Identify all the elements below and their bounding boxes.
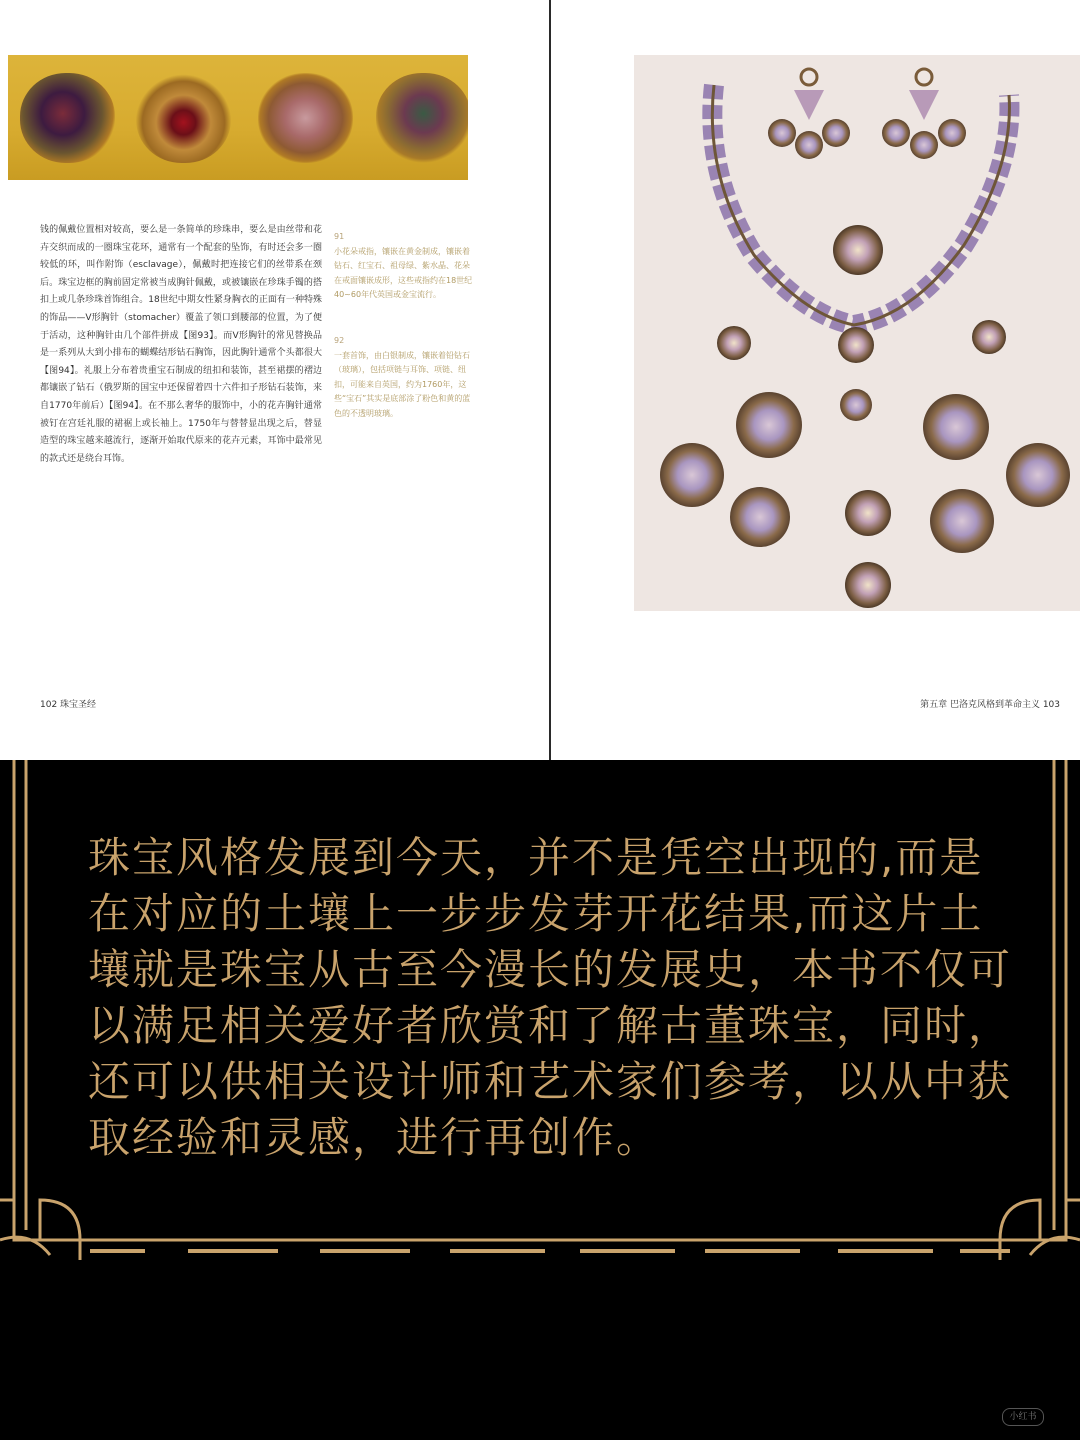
folio-right: 第五章 巴洛克风格到革命主义 103 bbox=[920, 700, 1060, 710]
necklace-photo bbox=[634, 55, 1080, 611]
caption-number: 91 bbox=[334, 232, 345, 241]
caption-text: 一套首饰，由白银制成，镶嵌着铅钻石（玻璃），包括项链与耳饰、项链、纽扣，可能来自英国，约为1760年，这些“宝石”其实是底部涂了粉色和黄的蓝色的不透明玻璃。 bbox=[334, 350, 471, 418]
book-gutter bbox=[549, 0, 551, 760]
caption-92 bbox=[334, 334, 474, 421]
body-text: 钱的佩戴位置相对较高，要么是一条简单的珍珠串，要么是由丝带和花卉交织而成的一圈珠宝花环，通常有一个配套的坠饰，有时还会多一圈较低的环，叫作附饰（esclavage），佩戴时把连接它们的丝带系在颈后。珠宝边框的胸前固定常被当成胸针佩戴，或被镶嵌在珍珠手镯的搭扣上或几条珍珠首饰组合。18世纪中期女性紧身胸衣的正面有一种特殊的饰品——V形胸针（stomacher）覆盖了领口到腰部的位置，为了便于活动，这种胸针由几个部件拼成【图93】。而V形胸针的常见替换品是一系列从大到小排布的蝴蝶结形钻石胸饰，因此胸针通常个头都很大【图94】。礼服上分布着贵重宝石制成的纽扣和装饰，甚至裙摆的褶边都镶嵌了钻石（俄罗斯的国宝中还保留着四十六件扣子形钻石装饰，来自1770年前后）【图94】。在不那么奢华的服饰中，小的花卉胸针通常被钉在宫廷礼服的裙裾上或长袖上。1750年与替替显出现之后，替显造型的珠宝越来越流行，逐渐开始取代原来的花卉元素，耳饰中最常见的款式还是绕台耳饰。 bbox=[40, 225, 322, 464]
ring-image-1 bbox=[20, 73, 115, 163]
promo-text: 珠宝风格发展到今天，并不是凭空出现的,而是在对应的土壤上一步步发芽开花结果,而这片土壤就是珠宝从古至今漫长的发展史，本书不仅可以满足相关爱好者欣赏和了解古董珠宝，同时，还可以供相关设计师和艺术家们参考，以从中获取经验和灵感，进行再创作。 bbox=[88, 833, 1013, 1162]
watermark-badge: 小红书 bbox=[1002, 1408, 1044, 1426]
promo-panel bbox=[0, 760, 1080, 1440]
caption-number: 92 bbox=[334, 336, 345, 345]
jewelry-set-image bbox=[634, 55, 1080, 611]
folio-left: 102 珠宝圣经 bbox=[40, 700, 97, 710]
ring-image-3 bbox=[258, 73, 353, 163]
caption-text: 小花朵戒指，镶嵌在黄金制成，镶嵌着钻石、红宝石、祖母绿、紫水晶、花朵在戒面镶嵌成形，这些戒指约在18世纪40~60年代英国或金宝流行。 bbox=[334, 246, 473, 299]
ring-image-4 bbox=[376, 73, 468, 163]
caption-91 bbox=[334, 230, 474, 303]
ring-image-2 bbox=[136, 73, 231, 163]
rings-photo bbox=[8, 55, 468, 180]
